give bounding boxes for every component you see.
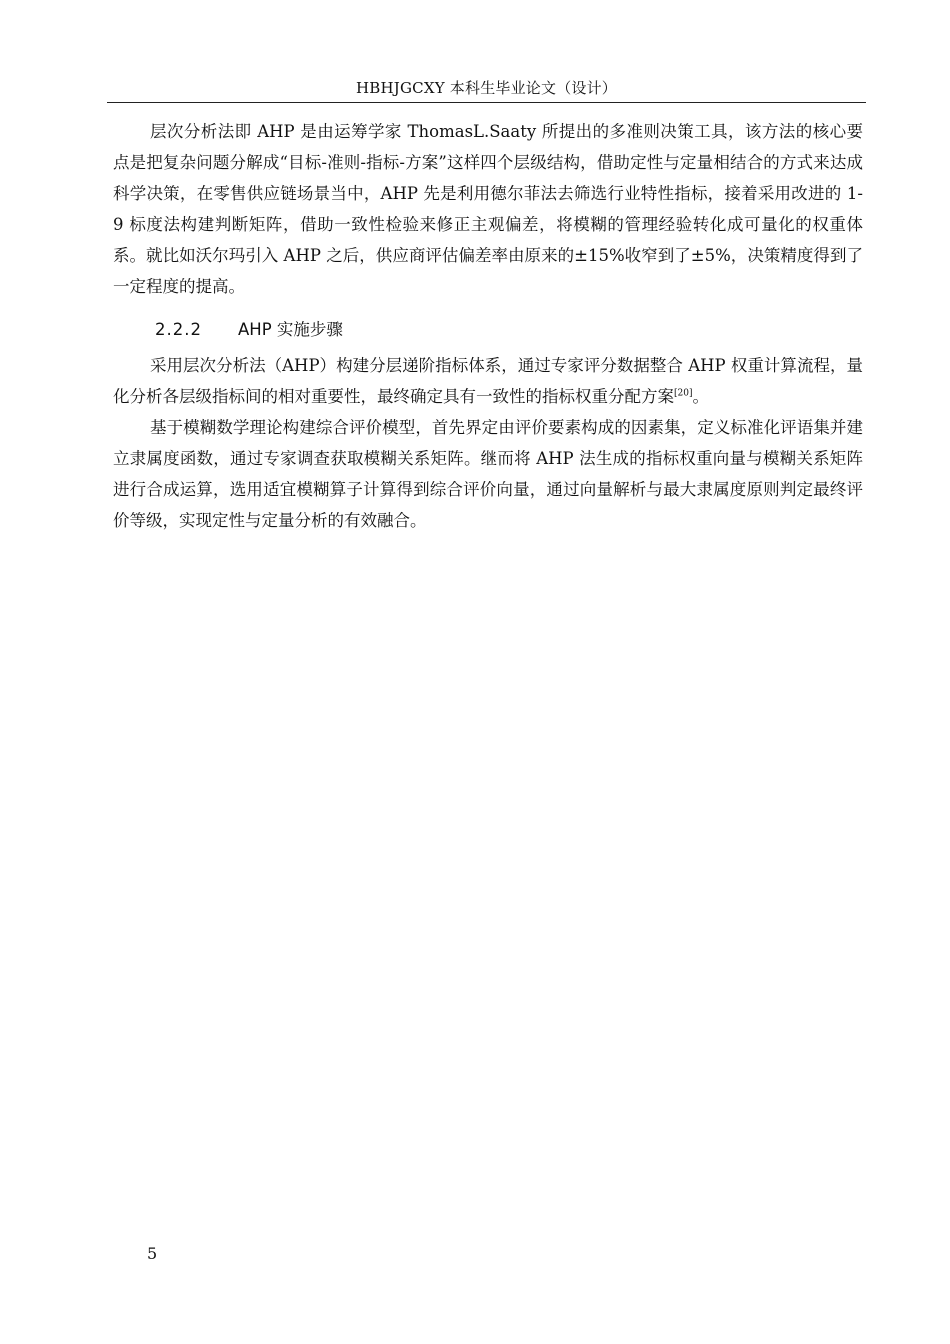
citation-reference: [20] <box>674 388 693 399</box>
section-title: AHP 实施步骤 <box>238 320 343 339</box>
paragraph-ahp-steps <box>113 350 863 412</box>
paragraph-ahp-steps-end: 。 <box>692 387 709 406</box>
section-heading <box>113 317 863 343</box>
paragraph-ahp-steps-text: 采用层次分析法（AHP）构建分层递阶指标体系，通过专家评分数据整合 AHP 权重计算流程，量化分析各层级指标间的相对重要性，最终确定具有一致性的指标权重分配方案 <box>113 356 863 406</box>
page-header <box>107 78 866 103</box>
paragraph-ahp-intro: 层次分析法即 AHP 是由运筹学家 ThomasL.Saaty 所提出的多准则决策工具，该方法的核心要点是把复杂问题分解成“目标-准则-指标-方案”这样四个层级结构，借助定性与定量相结合的方式来达成科学决策，在零售供应链场景当中，AHP 先是利用德尔菲法去筛选行业特性指标，接着采用改进的 1-9 标度法构建判断矩阵，借助一致性检验来修正主观偏差，将模糊的管理经验转化成可量化的权重体系。就比如沃尔玛引入 AHP 之后，供应商评估偏差率由原来的±15%收窄到了±5%，决策精度得到了一定程度的提高。 <box>113 122 863 296</box>
page-number: 5 <box>147 1244 158 1263</box>
section-number: 2.2.2 <box>155 320 202 339</box>
paragraph-fuzzy-evaluation: 基于模糊数学理论构建综合评价模型，首先界定由评价要素构成的因素集，定义标准化评语集并建立隶属度函数，通过专家调查获取模糊关系矩阵。继而将 AHP 法生成的指标权重向量与模糊关系矩阵进行合成运算，选用适宜模糊算子计算得到综合评价向量，通过向量解析与最大隶属度原则判定最终评价等级，实现定性与定量分析的有效融合。 <box>113 418 863 530</box>
document-body <box>113 116 863 536</box>
header-title: HBHJGCXY 本科生毕业论文（设计） <box>355 79 617 97</box>
